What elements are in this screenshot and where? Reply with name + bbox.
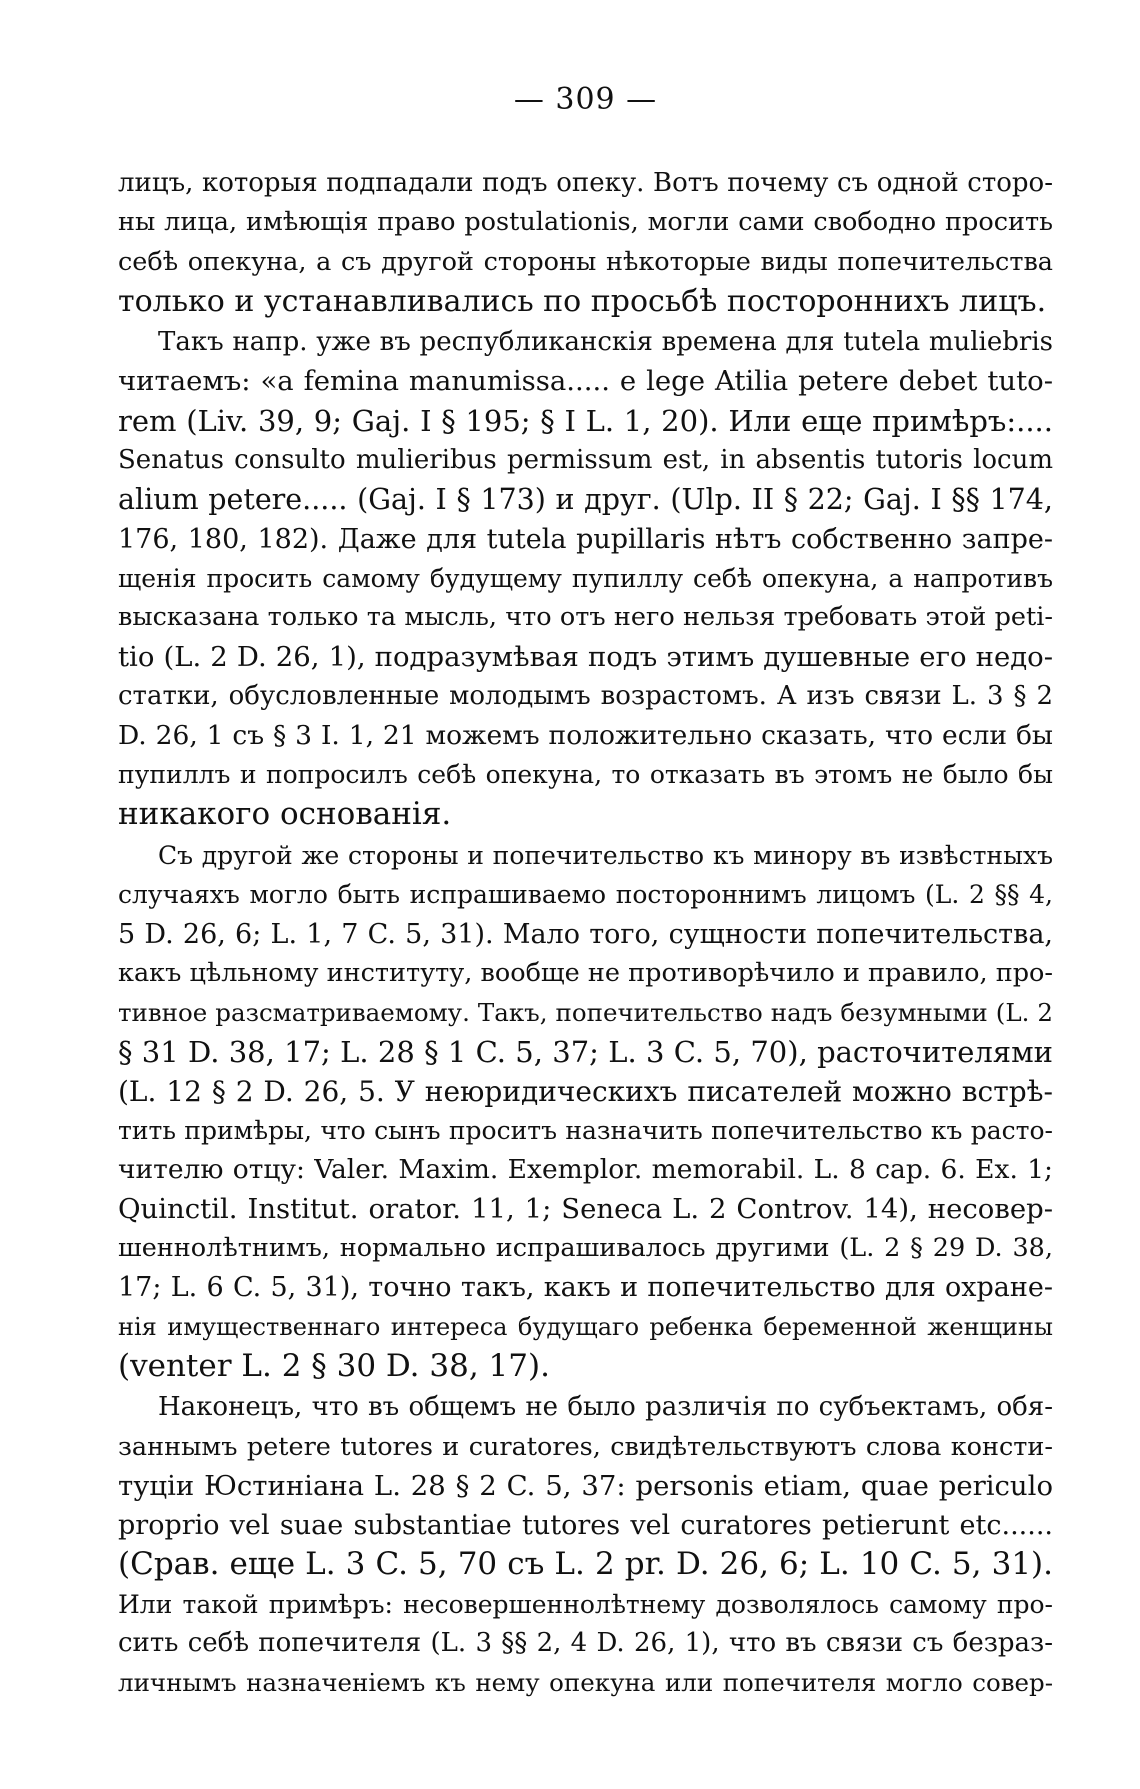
text-line: пупиллъ и попросилъ себѣ опекуна, то отказать въ этомъ не было бы: [118, 760, 1053, 790]
text-line: туціи Юстиніана L. 28 § 2 C. 5, 37: personis etiam, quae periculo: [118, 1469, 1053, 1502]
text-line: нія имущественнаго интереса будущаго ребенка беременной женщины: [118, 1312, 1053, 1341]
text-line: proprio vel suae substantiae tutores vel curatores petierunt etc......: [118, 1510, 1053, 1542]
text-line: 5 D. 26, 6; L. 1, 7 C. 5, 31). Мало того, сущности попечительства,: [118, 918, 1053, 950]
text-line: (Срав. еще L. 3 C. 5, 70 съ L. 2 pr. D. 26, 6; L. 10 C. 5, 31).: [118, 1546, 1053, 1583]
text-line: только и устанавливались по просьбѣ постороннихъ лицъ.: [118, 283, 1047, 319]
text-line: какъ цѣльному институту, вообще не противорѣчило и правило, про-: [118, 957, 1053, 988]
text-line: Съ другой же стороны и попечительство къ минору въ извѣстныхъ: [158, 841, 1053, 871]
text-line: rem (Liv. 39, 9; Gaj. I § 195; § I L. 1, 20). Или еще примѣръ:....: [118, 403, 1053, 438]
text-line: случаяхъ могло быть испрашиваемо постороннимъ лицомъ (L. 2 §§ 4,: [118, 880, 1053, 910]
paragraph-1: [118, 164, 1053, 321]
text-line: чителю отцу: Valer. Maxim. Exemplor. memorabil. L. 8 cap. 6. Ex. 1;: [118, 1154, 1053, 1186]
paragraph-2: [118, 323, 1053, 834]
text-line: щенія просить самому будущему пупиллу себѣ опекуна, а напротивъ: [118, 563, 1053, 593]
text-line: tio (L. 2 D. 26, 1), подразумѣвая подъ этимъ душевные его недо-: [118, 640, 1053, 673]
text-line: D. 26, 1 съ § 3 I. 1, 21 можемъ положительно сказать, что если бы: [118, 720, 1053, 752]
paragraph-3: [118, 836, 1053, 1386]
text-line: Такъ напр. уже въ республиканскія времена для tutela muliebris: [158, 327, 1053, 358]
text-line: (venter L. 2 § 30 D. 38, 17).: [118, 1347, 550, 1384]
text-line: статки, обусловленные молодымъ возрастомъ. А изъ связи L. 3 § 2: [118, 680, 1053, 711]
text-line: высказана только та мысль, что отъ него нельзя требовать этой peti-: [118, 602, 1053, 633]
text-line: § 31 D. 38, 17; L. 28 § 1 C. 5, 37; L. 3 C. 5, 70), расточителями: [118, 1034, 1053, 1069]
text-line: Senatus consulto mulieribus permissum est, in absentis tutoris locum: [118, 445, 1053, 476]
text-line: никакого основанія.: [118, 795, 452, 832]
text-line: себѣ опекуна, а съ другой стороны нѣкоторые виды попечительства: [118, 246, 1053, 277]
text-line: Наконецъ, что въ общемъ не было различія по субъектамъ, обя-: [158, 1392, 1053, 1423]
text-line: 17; L. 6 C. 5, 31), точно такъ, какъ и попечительство для охране-: [118, 1272, 1053, 1304]
text-line: лицъ, которыя подпадали подъ опеку. Вотъ почему съ одной сторо-: [118, 168, 1053, 198]
text-line: alium petere..... (Gaj. I § 173) и друг. (Ulp. II § 22; Gaj. I §§ 174,: [118, 483, 1053, 517]
text-line: ны лица, имѣющія право postulationis, могли сами свободно просить: [118, 207, 1053, 238]
text-line: тивное разсматриваемому. Такъ, попечительство надъ безумными (L. 2: [118, 998, 1053, 1028]
text-line: 176, 180, 182). Даже для tutela pupillaris нѣтъ собственно запре-: [118, 523, 1053, 555]
text-line: Или такой примѣръ: несовершеннолѣтнему дозволялось самому про-: [118, 1589, 1053, 1619]
text-line: сить себѣ попечителя (L. 3 §§ 2, 4 D. 26, 1), что въ связи съ безраз-: [118, 1627, 1053, 1658]
text-line: читаемъ: «a femina manumissa..... e lege Atilia petere debet tuto-: [118, 365, 1053, 398]
text-line: личнымъ назначеніемъ къ нему опекуна или попечителя могло совер-: [118, 1668, 1053, 1698]
text-line: заннымъ petere tutores и curatores, свидѣтельствуютъ слова консти-: [118, 1431, 1053, 1462]
book-page: [118, 80, 1053, 1740]
text-line: шеннолѣтнимъ, нормально испрашивалось другими (L. 2 § 29 D. 38,: [118, 1233, 1053, 1264]
text-line: тить примѣры, что сынъ проситъ назначить попечительство къ расто-: [118, 1116, 1053, 1146]
text-line: (L. 12 § 2 D. 26, 5. У неюридическихъ писателей можно встрѣ-: [118, 1074, 1053, 1108]
page-number: — 309 —: [513, 82, 658, 117]
paragraph-4: [118, 1388, 1053, 1702]
text-line: Quinctil. Institut. orator. 11, 1; Seneca L. 2 Controv. 14), несовер-: [118, 1192, 1053, 1225]
